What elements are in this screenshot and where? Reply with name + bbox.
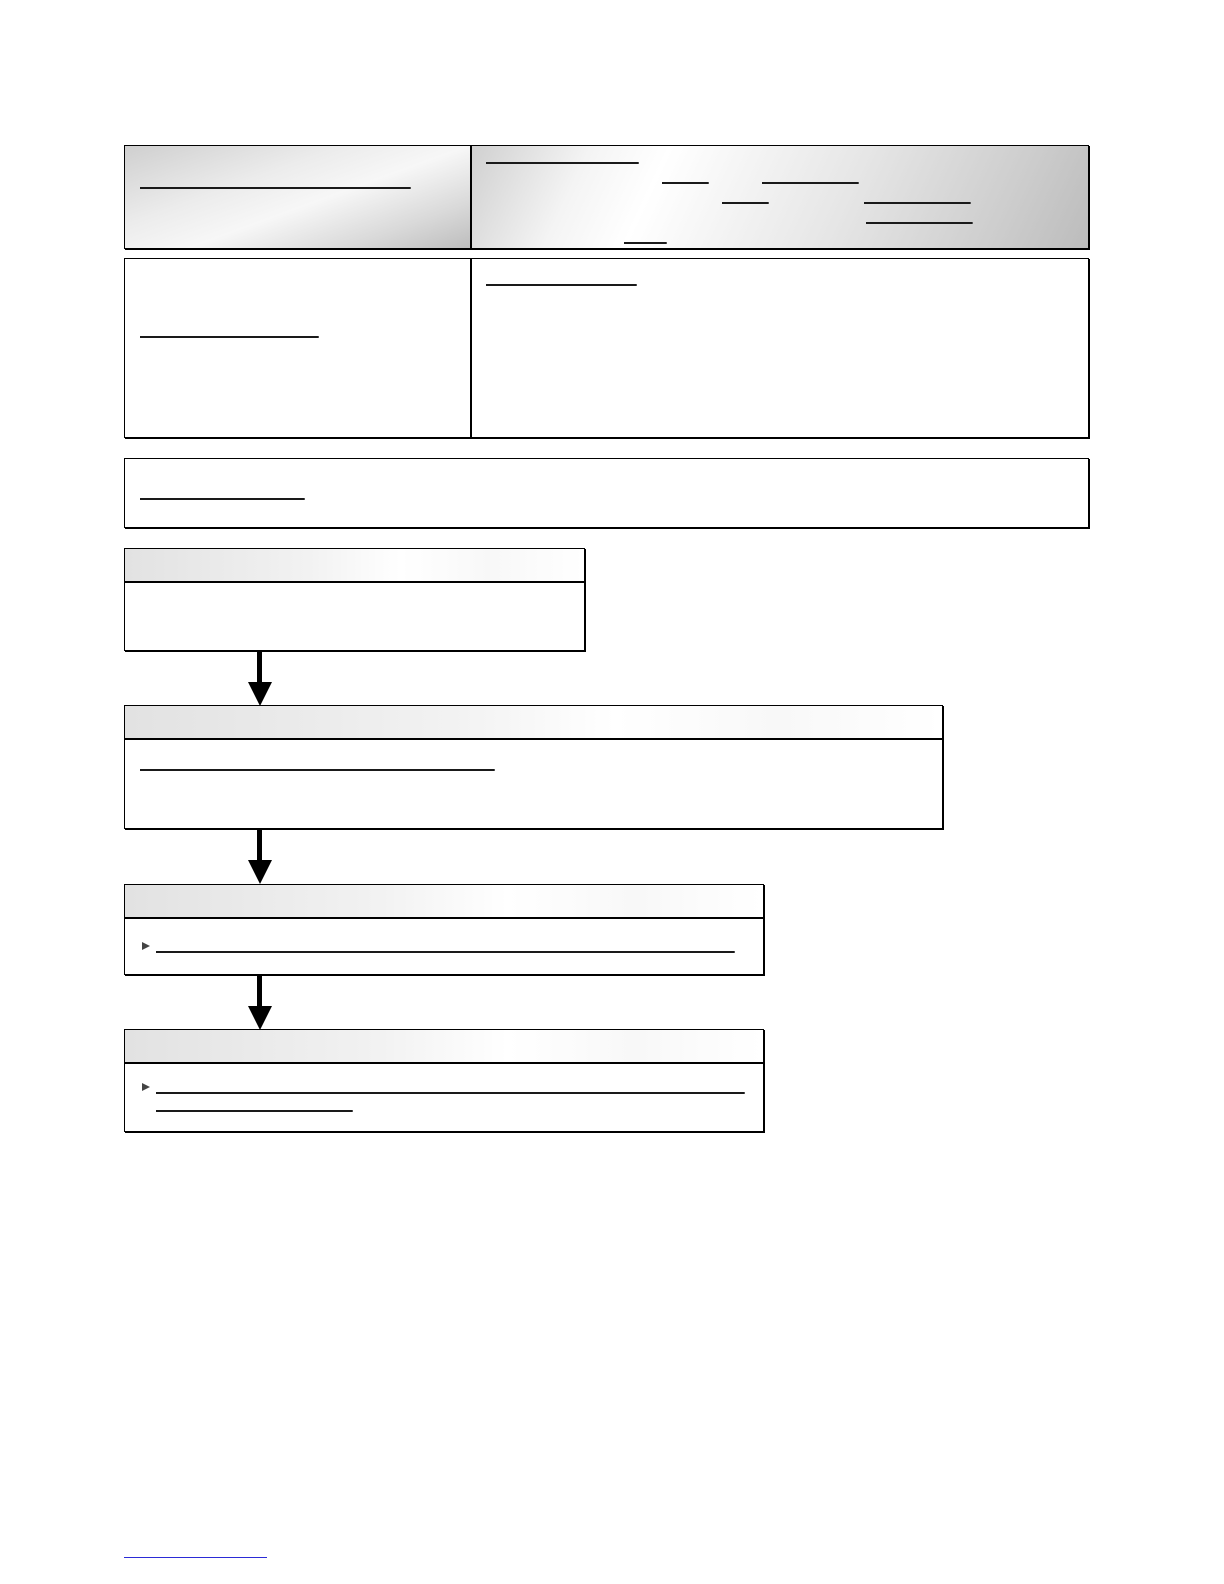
redacted-info-right-line (486, 284, 637, 286)
arrow-down-icon (257, 651, 262, 683)
info-divider (470, 258, 472, 438)
flow-step-4 (124, 1029, 764, 1132)
arrow-down-icon (257, 975, 262, 1007)
note-box (124, 458, 1089, 528)
arrow-down-icon (248, 682, 272, 706)
arrow-down-icon (248, 1006, 272, 1030)
arrow-down-icon (248, 860, 272, 884)
header-divider (470, 145, 472, 249)
flow-step-1 (124, 548, 585, 651)
redacted-step-4-line-2 (156, 1110, 353, 1112)
flow-step-3 (124, 884, 764, 975)
flow-step-3-heading (125, 885, 763, 919)
redacted-header-right-line-3 (762, 182, 859, 184)
redacted-header-right-line-7 (624, 242, 667, 244)
redacted-header-right-line-4 (722, 202, 769, 204)
flow-step-4-heading (125, 1030, 763, 1064)
info-left-cell (124, 258, 472, 438)
flow-step-2 (124, 705, 943, 829)
redacted-info-left-line (140, 336, 319, 338)
redacted-header-right-line-1 (486, 162, 639, 164)
bullet-triangle-icon (142, 942, 150, 950)
header-left-cell (124, 145, 472, 249)
redacted-step-2-line (140, 769, 495, 771)
arrow-down-icon (257, 829, 262, 861)
footer-link[interactable] (124, 1557, 267, 1558)
redacted-header-right-line-5 (864, 202, 971, 204)
header-right-cell (471, 145, 1089, 249)
flow-step-2-heading (125, 706, 942, 740)
redacted-header-right-line-2 (662, 182, 709, 184)
redacted-header-right-line-6 (866, 222, 973, 224)
redacted-step-3-line (156, 951, 735, 953)
flow-step-1-heading (125, 549, 584, 583)
bullet-triangle-icon (142, 1083, 150, 1091)
redacted-header-left-line (140, 187, 411, 189)
redacted-step-4-line-1 (156, 1092, 745, 1094)
redacted-note-line (140, 498, 305, 500)
